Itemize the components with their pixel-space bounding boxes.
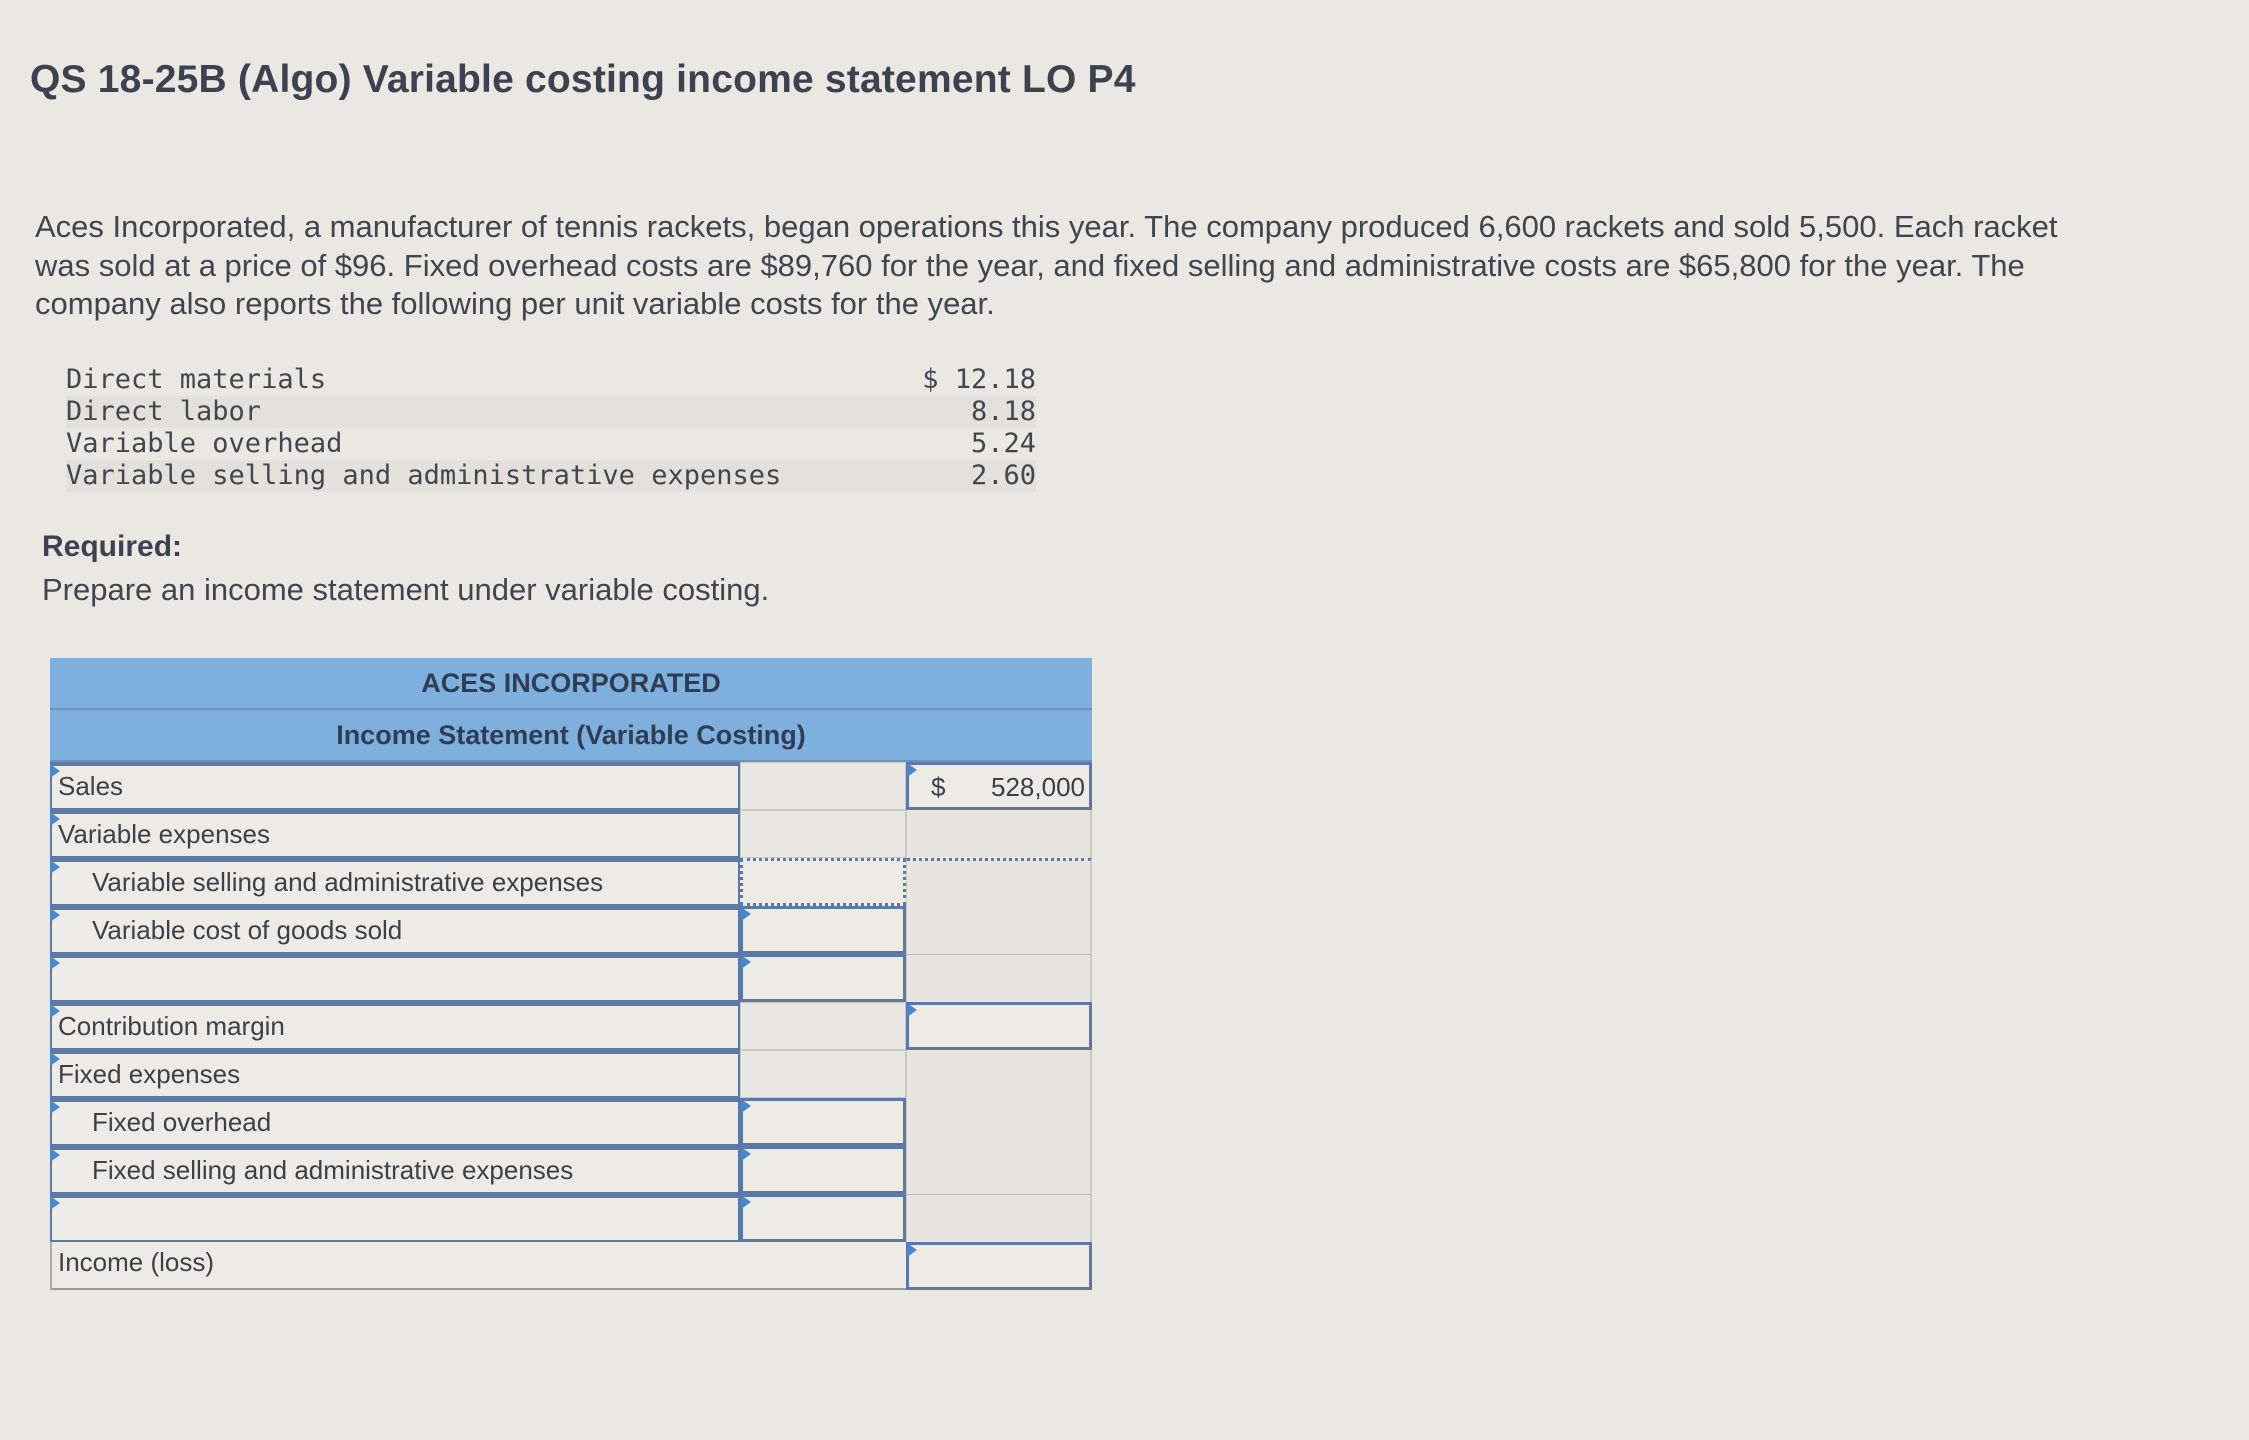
page-title: QS 18-25B (Algo) Variable costing income statement LO P4 [30, 58, 1136, 101]
blank-amount-input[interactable] [740, 1194, 906, 1242]
row-fixed-expenses [50, 1050, 1092, 1098]
row-blank-2 [50, 1194, 1092, 1242]
row-income-loss [50, 1242, 1092, 1290]
label-text: Variable cost of goods sold [92, 915, 403, 945]
cost-row [66, 364, 1036, 396]
problem-text: Aces Incorporated, a manufacturer of tennis rackets, began operations this year. The company produced 6,600 rackets and sold 5,500. Each racket was sold at a price of $96. Fixed overhead costs are $89,760 for the year, and fixed selling and administrative costs are $65,800 for the year. The company also reports the following per unit variable costs for the year. [35, 209, 2058, 321]
right-cell [906, 1194, 1092, 1242]
label-text: Fixed overhead [92, 1107, 272, 1137]
row-variable-sa [50, 858, 1092, 906]
dropdown-flag-icon [50, 812, 60, 826]
label-text: Sales [58, 771, 124, 801]
input-flag-icon [741, 907, 751, 921]
fixed-sa-amount-input[interactable] [740, 1146, 906, 1194]
input-flag-icon [741, 1147, 751, 1161]
cost-row [66, 396, 1036, 428]
label-input-variable-cogs[interactable] [50, 906, 740, 954]
dropdown-flag-icon [50, 1196, 60, 1210]
dropdown-flag-icon [50, 1004, 60, 1018]
label-input-fixed-overhead[interactable] [50, 1098, 740, 1146]
label-text: Contribution margin [58, 1011, 285, 1041]
cost-row [66, 460, 1036, 492]
cost-value: $ 12.18 [922, 364, 1036, 395]
variable-sa-amount-input[interactable] [740, 858, 906, 906]
row-fixed-overhead [50, 1098, 1092, 1146]
row-blank-1 [50, 954, 1092, 1002]
income-loss-input[interactable] [906, 1242, 1092, 1290]
cost-label: Variable overhead [66, 428, 343, 459]
label-text: Variable selling and administrative expenses [92, 867, 604, 897]
unit-costs-table [66, 364, 1036, 492]
row-variable-expenses [50, 810, 1092, 858]
dropdown-flag-icon [50, 1148, 60, 1162]
right-cell [906, 858, 1092, 906]
mid-cell [740, 810, 906, 858]
label-input-blank[interactable] [50, 954, 740, 1002]
required-text: Prepare an income statement under variable costing. [42, 572, 770, 607]
mid-cell [740, 762, 906, 810]
mid-cell [740, 1050, 906, 1098]
row-fixed-sa [50, 1146, 1092, 1194]
input-flag-icon [741, 1099, 751, 1113]
right-cell [906, 906, 1092, 954]
right-cell [906, 954, 1092, 1002]
statement-company: ACES INCORPORATED [50, 658, 1092, 710]
dropdown-flag-icon [50, 908, 60, 922]
variable-cogs-amount-input[interactable] [740, 906, 906, 954]
sales-amount-input[interactable] [906, 762, 1092, 810]
label-input-sales[interactable] [50, 762, 740, 810]
input-flag-icon [907, 763, 917, 777]
blank-amount-input[interactable] [740, 954, 906, 1002]
label-input-variable-sa[interactable] [50, 858, 740, 906]
label-text: Variable expenses [58, 819, 270, 849]
cost-row [66, 428, 1036, 460]
label-input-fixed-sa[interactable] [50, 1146, 740, 1194]
row-variable-cogs [50, 906, 1092, 954]
contribution-margin-input[interactable] [906, 1002, 1092, 1050]
label-input-fixed-expenses[interactable] [50, 1050, 740, 1098]
mid-cell [740, 1002, 906, 1050]
right-cell [906, 1098, 1092, 1146]
label-text: Fixed selling and administrative expenses [92, 1155, 574, 1185]
dropdown-flag-icon [50, 764, 60, 778]
right-cell [906, 810, 1092, 858]
dropdown-flag-icon [50, 860, 60, 874]
input-flag-icon [907, 1243, 917, 1257]
dropdown-flag-icon [50, 1052, 60, 1066]
cost-value: 2.60 [970, 460, 1036, 491]
statement-subtitle: Income Statement (Variable Costing) [50, 710, 1092, 762]
label-text: Fixed expenses [58, 1059, 241, 1089]
cost-value: 8.18 [970, 396, 1036, 427]
cost-label: Direct materials [66, 364, 327, 395]
cost-value: 5.24 [970, 428, 1036, 459]
income-loss-label [50, 1242, 906, 1290]
input-flag-icon [741, 955, 751, 969]
input-flag-icon [907, 1003, 917, 1017]
dropdown-flag-icon [50, 956, 60, 970]
fixed-overhead-amount-input[interactable] [740, 1098, 906, 1146]
right-cell [906, 1146, 1092, 1194]
row-sales [50, 762, 1092, 810]
label-input-contribution-margin[interactable] [50, 1002, 740, 1050]
input-flag-icon [741, 1195, 751, 1209]
required-heading: Required: [42, 530, 183, 563]
row-contribution-margin [50, 1002, 1092, 1050]
label-input-blank[interactable] [50, 1194, 740, 1242]
label-input-variable-expenses[interactable] [50, 810, 740, 858]
cost-label: Variable selling and administrative expenses [66, 460, 782, 491]
sales-amount: 528,000 [991, 772, 1085, 802]
cost-label: Direct labor [66, 396, 262, 427]
currency-symbol: $ [931, 772, 946, 802]
income-statement-table [50, 658, 1092, 1290]
dropdown-flag-icon [50, 1100, 60, 1114]
label-text: Income (loss) [58, 1247, 215, 1277]
right-cell [906, 1050, 1092, 1098]
